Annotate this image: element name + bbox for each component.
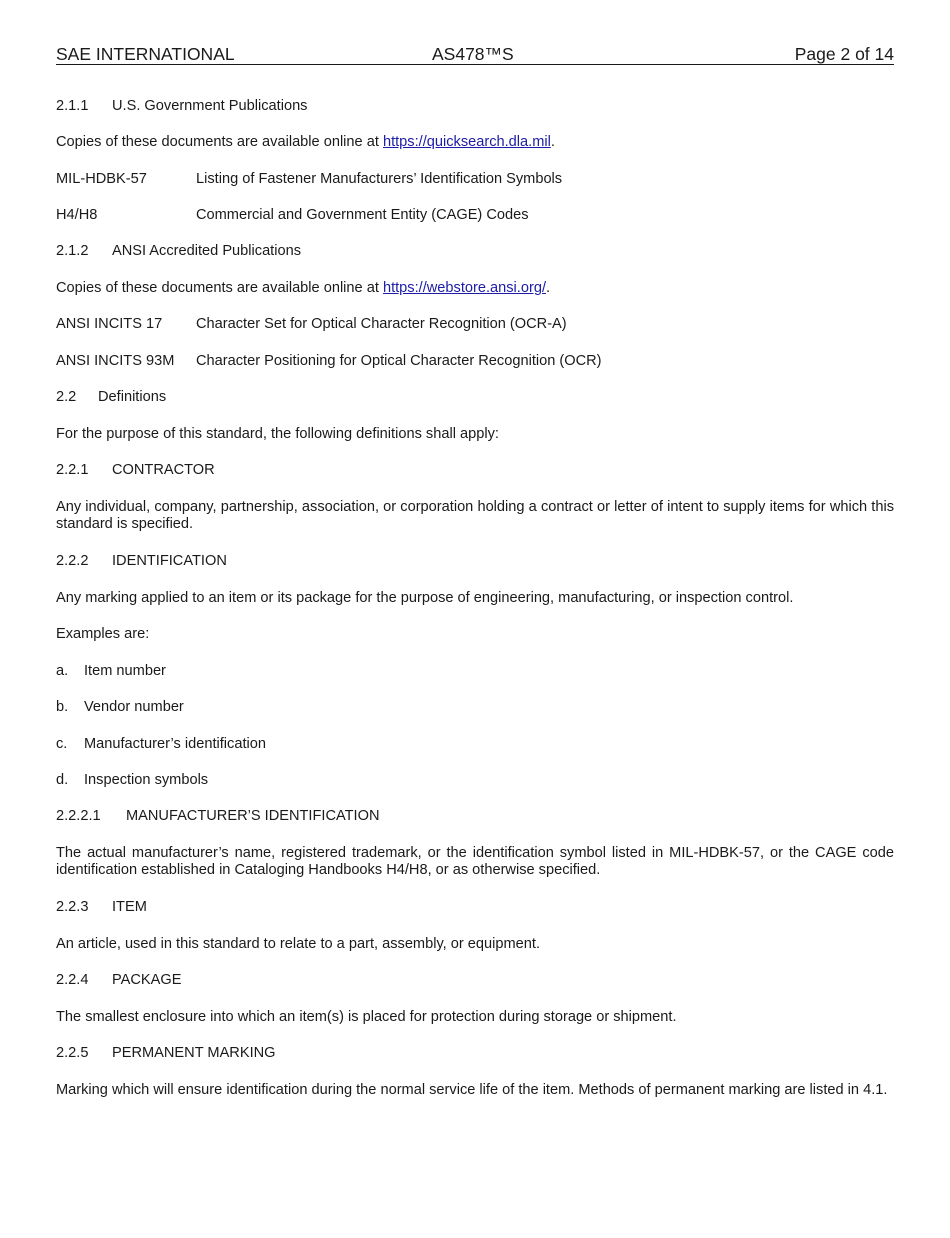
list-item-text: Inspection symbols — [84, 772, 209, 788]
availability-note-dla — [56, 134, 894, 151]
list-item — [56, 736, 894, 753]
section-number: 2.1.1 — [56, 98, 89, 114]
permanent-marking-definition: Marking which will ensure identification during the normal service life of the item. Methods of permanent marking are listed in 4.1. — [56, 1082, 888, 1098]
reference-title: Character Positioning for Optical Character Recognition (OCR) — [196, 353, 602, 369]
section-heading-2-2-1 — [56, 462, 894, 479]
contractor-definition: Any individual, company, partnership, association, or corporation holding a contract or letter of intent to supply items for which this standard is specified. — [56, 499, 894, 532]
examples-intro: Examples are: — [56, 626, 150, 642]
reference-row — [56, 316, 894, 333]
section-title: MANUFACTURER’S IDENTIFICATION — [126, 808, 380, 824]
section-title: U.S. Government Publications — [112, 98, 308, 114]
section-title: PACKAGE — [112, 972, 182, 988]
header-organization: SAE INTERNATIONAL — [56, 44, 235, 64]
reference-code: ANSI INCITS 93M — [56, 353, 175, 369]
section-heading-2-2-4 — [56, 972, 894, 989]
list-marker: b. — [56, 699, 69, 715]
list-item-text: Vendor number — [84, 699, 184, 715]
list-item — [56, 699, 894, 716]
section-number: 2.2.2.1 — [56, 808, 101, 824]
section-number: 2.2.1 — [56, 462, 89, 478]
reference-title: Character Set for Optical Character Recognition (OCR-A) — [196, 316, 567, 332]
reference-title: Listing of Fastener Manufacturers’ Identification Symbols — [196, 171, 563, 187]
item-definition: An article, used in this standard to relate to a part, assembly, or equipment. — [56, 936, 541, 952]
section-number: 2.2.5 — [56, 1045, 89, 1061]
identification-definition: Any marking applied to an item or its package for the purpose of engineering, manufacturing, or inspection control. — [56, 590, 794, 606]
header-page-number: Page 2 of 14 — [794, 44, 894, 64]
availability-note-ansi — [56, 280, 894, 297]
reference-row — [56, 353, 894, 370]
list-item-text: Manufacturer’s identification — [84, 736, 266, 752]
section-heading-2-2-2-1 — [56, 808, 894, 825]
section-heading-2-1-1 — [56, 98, 894, 115]
section-title: ITEM — [112, 899, 147, 915]
list-item — [56, 772, 894, 789]
page-header — [56, 44, 894, 65]
reference-code: H4/H8 — [56, 207, 98, 223]
section-number: 2.2.4 — [56, 972, 89, 988]
list-marker: c. — [56, 736, 68, 752]
section-heading-2-2-5 — [56, 1045, 894, 1062]
section-heading-2-2-3 — [56, 899, 894, 916]
section-number: 2.2 — [56, 389, 77, 405]
availability-period: . — [546, 280, 551, 296]
section-number: 2.1.2 — [56, 243, 89, 259]
dla-quicksearch-link[interactable]: https://quicksearch.dla.mil — [382, 134, 551, 150]
list-item — [56, 663, 894, 680]
reference-title: Commercial and Government Entity (CAGE) Codes — [196, 207, 529, 223]
section-heading-2-1-2 — [56, 243, 894, 260]
reference-code: ANSI INCITS 17 — [56, 316, 163, 332]
section-title: PERMANENT MARKING — [112, 1045, 276, 1061]
availability-text: Copies of these documents are available online at — [56, 280, 383, 296]
reference-row — [56, 171, 894, 188]
section-title: ANSI Accredited Publications — [112, 243, 302, 259]
section-heading-2-2-2 — [56, 553, 894, 570]
availability-text: Copies of these documents are available online at — [56, 134, 383, 150]
reference-row — [56, 207, 894, 224]
definitions-intro: For the purpose of this standard, the following definitions shall apply: — [56, 426, 499, 442]
list-marker: a. — [56, 663, 69, 679]
ansi-webstore-link[interactable]: https://webstore.ansi.org/ — [382, 280, 546, 296]
list-marker: d. — [56, 772, 69, 788]
section-heading-2-2 — [56, 389, 894, 406]
section-title: Definitions — [98, 389, 167, 405]
section-number: 2.2.3 — [56, 899, 89, 915]
availability-period: . — [550, 134, 555, 150]
manufacturer-identification-definition: The actual manufacturer’s name, registered trademark, or the identification symbol listed in MIL-HDBK-57, or the CAGE code identification established in Cataloging Handbooks H4/H8, or as otherwise specified. — [56, 845, 894, 878]
header-document-id: AS478™S — [432, 44, 514, 64]
section-title: CONTRACTOR — [112, 462, 215, 478]
package-definition: The smallest enclosure into which an item(s) is placed for protection during storage or shipment. — [56, 1009, 677, 1025]
section-title: IDENTIFICATION — [112, 553, 227, 569]
list-item-text: Item number — [84, 663, 166, 679]
section-number: 2.2.2 — [56, 553, 89, 569]
reference-code: MIL-HDBK-57 — [56, 171, 147, 187]
